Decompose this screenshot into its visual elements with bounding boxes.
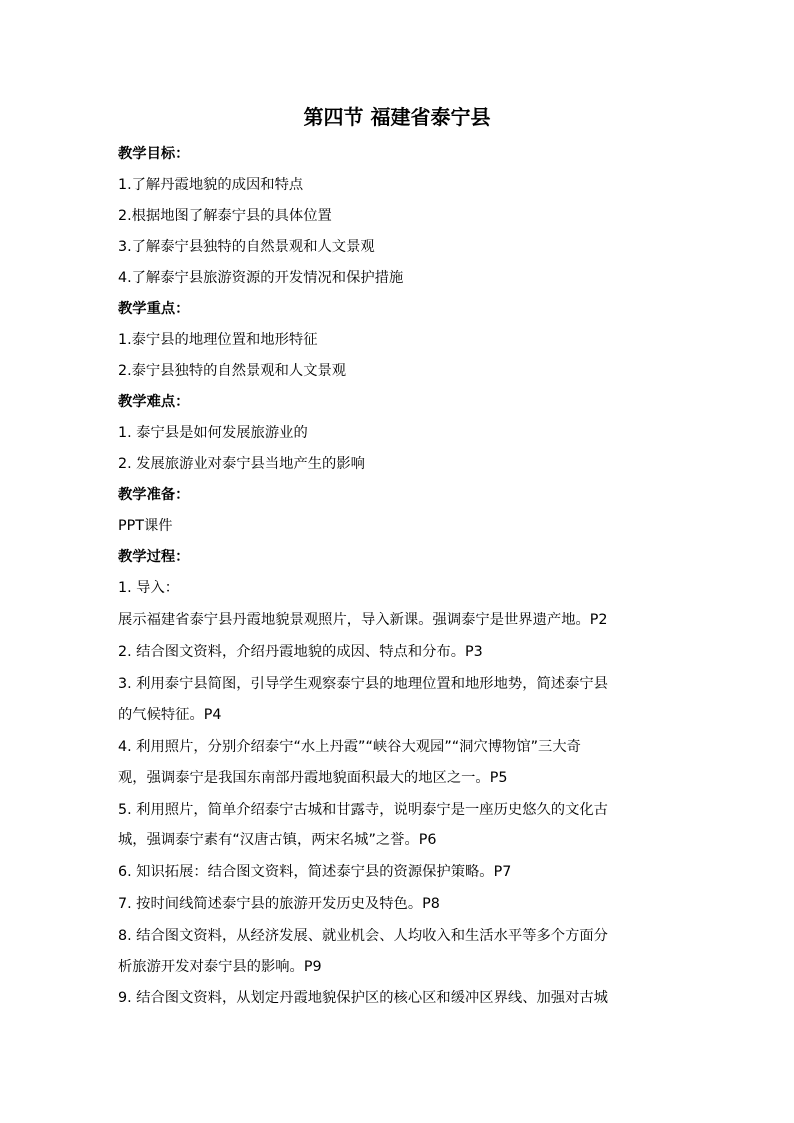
difficult-points-heading: 教学难点： [118, 394, 190, 410]
process-line: 2. 结合图文资料，介绍丹霞地貌的成因、特点和分布。P3 [118, 644, 483, 660]
process-line: 3. 利用泰宁县简图，引导学生观察泰宁县的地理位置和地形地势，简述泰宁县 [118, 676, 608, 692]
preparation-text: PPT课件 [118, 518, 173, 534]
process-line: 析旅游开发对泰宁县的影响。P9 [118, 959, 322, 975]
goal-item: 3.了解泰宁县独特的自然景观和人文景观 [118, 239, 375, 255]
difficult-point-item: 2. 发展旅游业对泰宁县当地产生的影响 [118, 456, 365, 472]
process-line: 城，强调泰宁素有“汉唐古镇，两宋名城”之誉。P6 [118, 832, 437, 848]
process-line: 1. 导入： [118, 580, 180, 596]
page-title: 第四节 福建省泰宁县 [303, 105, 491, 129]
process-line: 9. 结合图文资料，从划定丹霞地貌保护区的核心区和缓冲区界线、加强对古城 [118, 990, 608, 1006]
process-line: 5. 利用照片，简单介绍泰宁古城和甘露寺，说明泰宁是一座历史悠久的文化古 [118, 802, 608, 818]
key-points-heading: 教学重点： [118, 301, 190, 317]
process-line: 7. 按时间线简述泰宁县的旅游开发历史及特色。P8 [118, 896, 440, 912]
key-point-item: 1.泰宁县的地理位置和地形特征 [118, 332, 318, 348]
process-line: 观，强调泰宁是我国东南部丹霞地貌面积最大的地区之一。P5 [118, 770, 508, 786]
goal-item: 4.了解泰宁县旅游资源的开发情况和保护措施 [118, 270, 404, 286]
key-point-item: 2.泰宁县独特的自然景观和人文景观 [118, 363, 347, 379]
process-line: 4. 利用照片，分别介绍泰宁“水上丹霞”“峡谷大观园”“洞穴博物馆”三大奇 [118, 739, 581, 755]
goal-item: 2.根据地图了解泰宁县的具体位置 [118, 208, 332, 224]
process-line: 6. 知识拓展：结合图文资料，简述泰宁县的资源保护策略。P7 [118, 864, 512, 880]
preparation-heading: 教学准备： [118, 487, 190, 503]
process-line: 的气候特征。P4 [118, 707, 222, 723]
process-line: 展示福建省泰宁县丹霞地貌景观照片，导入新课。强调泰宁是世界遗产地。P2 [118, 612, 608, 628]
difficult-point-item: 1. 泰宁县是如何发展旅游业的 [118, 425, 308, 441]
process-heading: 教学过程： [118, 549, 190, 565]
goals-heading: 教学目标： [118, 146, 190, 162]
process-line: 8. 结合图文资料，从经济发展、就业机会、人均收入和生活水平等多个方面分 [118, 928, 608, 944]
goal-item: 1.了解丹霞地貌的成因和特点 [118, 177, 304, 193]
